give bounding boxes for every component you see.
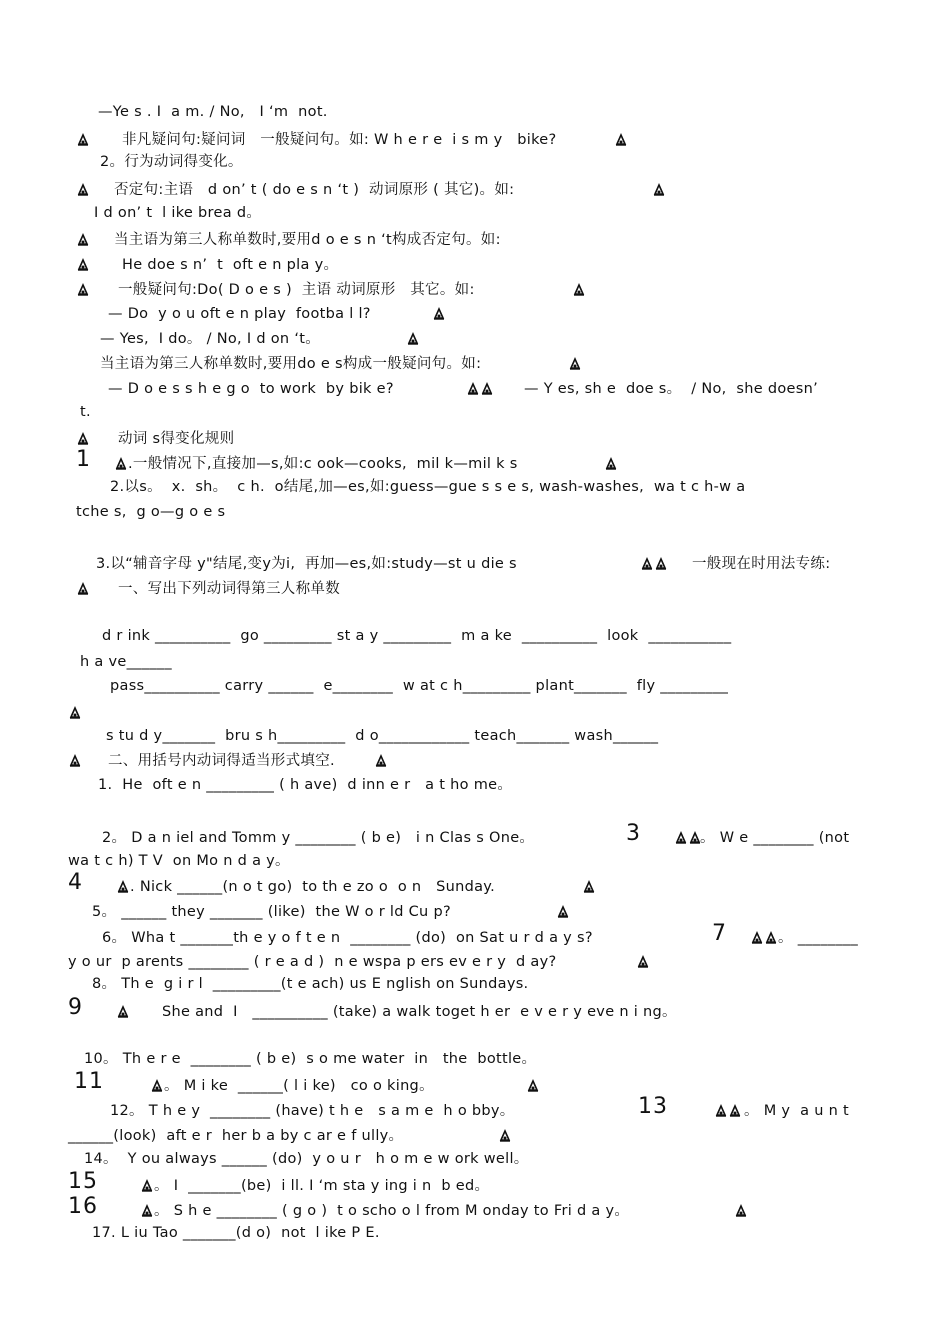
bullet-mark-icon [76, 582, 90, 596]
text-line: d r ink __________ go _________ st a y _________ m a ke __________ look ___________ [102, 628, 732, 644]
bullet-mark-icon [556, 905, 570, 919]
bullet-mark-icon [614, 133, 628, 147]
text-line: — Y es, sh e doe s。 / No, she doesn’ [524, 381, 819, 397]
text-line: I d on’ t l ike brea d。 [94, 205, 262, 221]
text-line: 。 I _______(be) i ll. I ‘m sta y ing i n b ed。 [154, 1178, 490, 1194]
text-line: wa t c h) T V on Mo n d a y。 [68, 853, 290, 869]
text-line: 。 W e ________ (not [700, 830, 850, 846]
bullet-mark-icon [750, 931, 764, 945]
item-number: 9 [68, 995, 83, 1020]
text-line: — D o e s s h e g o to work by bik e? [108, 381, 394, 397]
item-number: 16 [68, 1194, 98, 1219]
text-line: — Yes, I do。 / No, I d on ‘t。 [100, 331, 321, 347]
text-line: 8。 Th e g i r l _________(t e ach) us E nglish on Sundays. [92, 976, 529, 992]
text-line: 。 S h e ________ ( g o ) t o scho o l from M onday to Fri d a y。 [154, 1203, 630, 1219]
text-line: 一般疑问句:Do( D o e s ) 主语 动词原形 其它。如: [118, 282, 475, 298]
item-number: 15 [68, 1169, 98, 1194]
bullet-mark-icon [728, 1104, 742, 1118]
bullet-mark-icon [116, 1005, 130, 1019]
item-number: 4 [68, 870, 83, 895]
text-line: 非凡疑问句:疑问词 一般疑问句。如: W h e r e i s m y bike? [122, 132, 557, 148]
text-line: 否定句:主语 d on’ t ( do e s n ‘t ) 动词原形 ( 其它)。如: [114, 182, 515, 198]
item-number: 1 [76, 447, 91, 472]
bullet-mark-icon [76, 233, 90, 247]
bullet-mark-icon [76, 258, 90, 272]
text-line: 17. L iu Tao _______(d o) not l ike P E. [92, 1225, 380, 1241]
bullet-mark-icon [572, 283, 586, 297]
text-line: h a ve______ [80, 654, 172, 670]
text-line: 10。 Th e r e ________ ( b e) s o me water in the bottle。 [84, 1051, 537, 1067]
bullet-mark-icon [652, 183, 666, 197]
item-number: 3 [626, 821, 641, 846]
bullet-mark-icon [636, 955, 650, 969]
bullet-mark-icon [432, 307, 446, 321]
bullet-mark-icon [76, 133, 90, 147]
text-line: 二、用括号内动词得适当形式填空. [108, 753, 335, 769]
text-line: He doe s n’ t oft e n pla y。 [122, 257, 339, 273]
bullet-mark-icon [406, 332, 420, 346]
text-line: ______(look) aft e r her b a by c ar e f ully。 [68, 1128, 404, 1144]
bullet-mark-icon [764, 931, 778, 945]
item-number: 11 [74, 1069, 104, 1094]
text-line: 12。 T h e y ________ (have) t h e s a m e h o bby。 [110, 1103, 515, 1119]
text-line: 动词 s得变化规则 [118, 431, 235, 447]
text-line: 当主语为第三人称单数时,要用d o e s n ‘t构成否定句。如: [114, 232, 501, 248]
text-line: s tu d y_______ bru s h_________ d o____________ teach_______ wash______ [106, 728, 659, 744]
bullet-mark-icon [150, 1079, 164, 1093]
text-line: 6。 Wha t _______th e y o f t e n ________ (do) on Sat u r d a y s? [102, 930, 593, 946]
bullet-mark-icon [714, 1104, 728, 1118]
text-line: 一般现在时用法专练: [692, 556, 831, 572]
bullet-mark-icon [116, 880, 130, 894]
bullet-mark-icon [140, 1179, 154, 1193]
bullet-mark-icon [480, 382, 494, 396]
text-line: 。 M i ke ______( l i ke) co o king。 [164, 1078, 434, 1094]
bullet-mark-icon [466, 382, 480, 396]
bullet-mark-icon [734, 1204, 748, 1218]
bullet-mark-icon [688, 831, 702, 845]
text-line: —Ye s . I a m. / No, I ‘m not. [98, 104, 328, 120]
bullet-mark-icon [114, 457, 128, 471]
text-line: y o ur p arents ________ ( r e a d ) n e wspa p ers ev e r y d ay? [68, 954, 557, 970]
bullet-mark-icon [526, 1079, 540, 1093]
text-line: 当主语为第三人称单数时,要用do e s构成一般疑问句。如: [100, 356, 482, 372]
bullet-mark-icon [374, 754, 388, 768]
bullet-mark-icon [76, 432, 90, 446]
text-line: .一般情况下,直接加—s,如:c ook—cooks, mil k—mil k s [128, 456, 518, 472]
item-number: 13 [638, 1094, 668, 1119]
text-line: 5。 ______ they _______ (like) the W o r ld Cu p? [92, 904, 451, 920]
bullet-mark-icon [604, 457, 618, 471]
bullet-mark-icon [76, 183, 90, 197]
text-line: 。 M y a u n t [744, 1103, 850, 1119]
text-line: 。 ________ [778, 930, 859, 946]
text-line: t. [80, 404, 91, 420]
text-line: 2。 D a n iel and Tomm y ________ ( b e) i n Clas s One。 [102, 830, 535, 846]
text-line: 3.以“辅音字母 y"结尾,变y为i, 再加—es,如:study—st u die s [96, 556, 517, 572]
text-line: — Do y o u oft e n play footba l l? [108, 306, 371, 322]
text-line: 14。 Y ou always ______ (do) y o u r h o m e w ork well。 [84, 1151, 529, 1167]
bullet-mark-icon [498, 1129, 512, 1143]
text-line: 1. He oft e n _________ ( h ave) d inn e r a t ho me。 [98, 777, 513, 793]
bullet-mark-icon [654, 557, 668, 571]
bullet-mark-icon [68, 754, 82, 768]
bullet-mark-icon [674, 831, 688, 845]
text-line: pass__________ carry ______ e________ w at c h_________ plant_______ fly _________ [110, 678, 729, 694]
text-line: tche s, g o—g o e s [76, 504, 226, 520]
bullet-mark-icon [640, 557, 654, 571]
text-line: 2。行为动词得变化。 [100, 154, 243, 170]
text-line: 2.以s。 x. sh。 c h. o结尾,加—es,如:guess—gue s s e s, wash-washes, wa t c h-w a [110, 479, 746, 495]
bullet-mark-icon [568, 357, 582, 371]
text-line: 一、写出下列动词得第三人称单数 [118, 581, 340, 597]
item-number: 7 [712, 921, 727, 946]
bullet-mark-icon [76, 283, 90, 297]
bullet-mark-icon [582, 880, 596, 894]
bullet-mark-icon [140, 1204, 154, 1218]
text-line: She and I __________ (take) a walk toget h er e v e r y eve n i ng。 [162, 1004, 677, 1020]
text-line: . Nick ______(n o t go) to th e zo o o n Sunday. [130, 879, 496, 895]
bullet-mark-icon [68, 706, 82, 720]
